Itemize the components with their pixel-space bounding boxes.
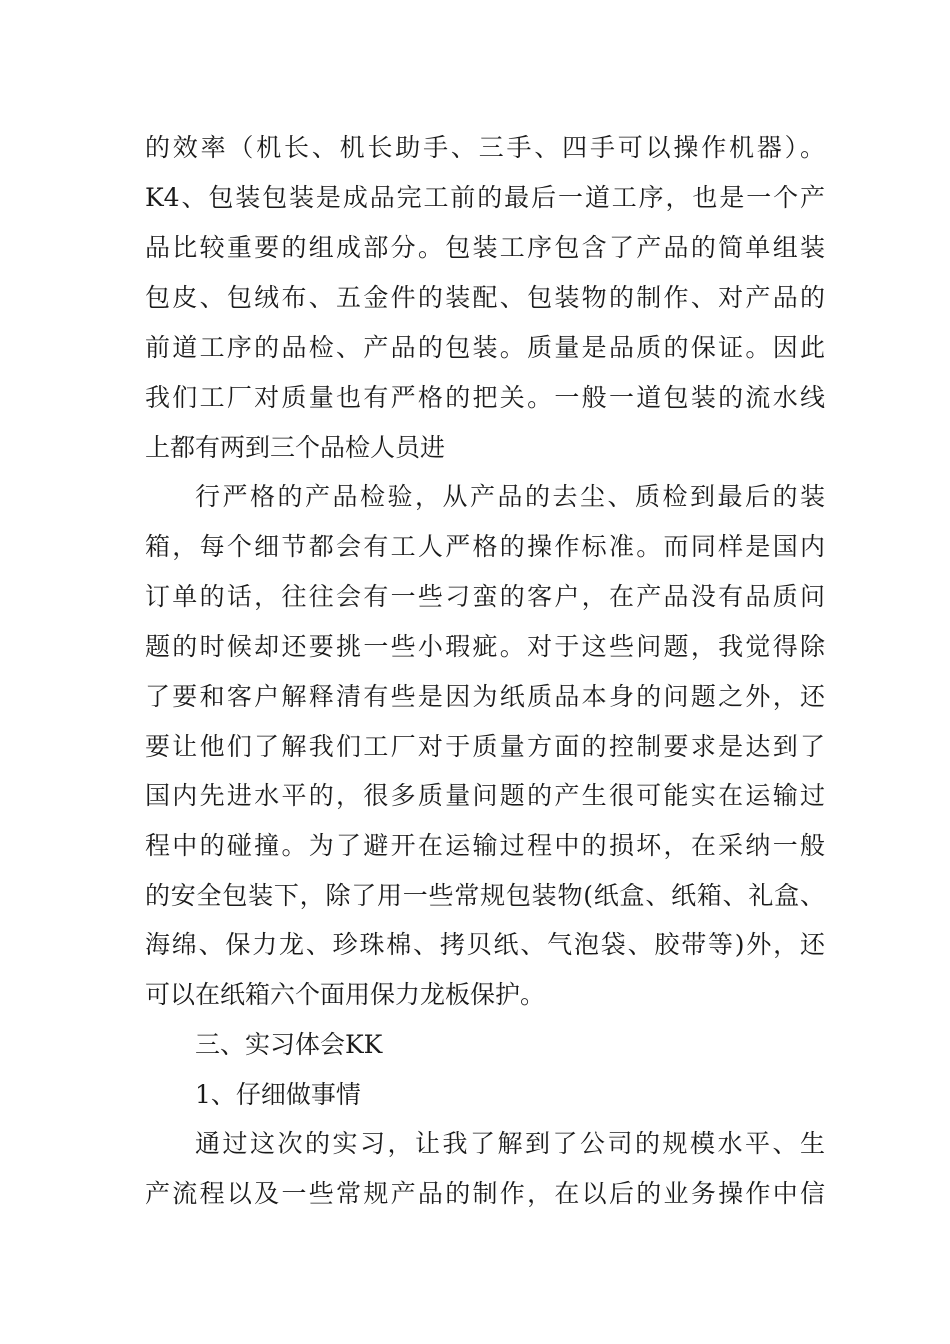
text-line: 的效率（机长、机长助手、三手、四手可以操作机器）。 — [145, 133, 825, 162]
text-line: 了要和客户解释清有些是因为纸质品本身的问题之外，还 — [145, 682, 825, 711]
text-line: 我们工厂对质量也有严格的把关。一般一道包装的流水线 — [145, 383, 825, 412]
text-line: 可以在纸箱六个面用保力龙板保护。 — [145, 980, 546, 1009]
text-line: 产流程以及一些常规产品的制作，在以后的业务操作中信 — [145, 1179, 825, 1208]
text-line: 海绵、保力龙、珍珠棉、拷贝纸、气泡袋、胶带等)外，还 — [145, 930, 825, 959]
text-line: 题的时候却还要挑一些小瑕疵。对于这些问题，我觉得除 — [145, 632, 825, 661]
text-line: 国内先进水平的，很多质量问题的产生很可能实在运输过 — [145, 781, 825, 810]
text-line: 要让他们了解我们工厂对于质量方面的控制要求是达到了 — [145, 732, 825, 761]
text-line: 品比较重要的组成部分。包装工序包含了产品的简单组装 — [145, 233, 825, 262]
paragraph-first-line: 行严格的产品检验，从产品的去尘、质检到最后的装 — [195, 482, 825, 511]
text-line: 前道工序的品检、产品的包装。质量是品质的保证。因此 — [145, 333, 825, 362]
text-line: 程中的碰撞。为了避开在运输过程中的损坏，在采纳一般 — [145, 831, 825, 860]
text-line: K4、包装包装是成品完工前的最后一道工序，也是一个产 — [145, 183, 825, 212]
section-heading: 三、实习体会KK — [195, 1030, 383, 1059]
text-line: 的安全包装下，除了用一些常规包装物(纸盒、纸箱、礼盒、 — [145, 881, 825, 910]
subsection-heading: 1、仔细做事情 — [195, 1080, 361, 1109]
paragraph-first-line: 通过这次的实习，让我了解到了公司的规模水平、生 — [195, 1129, 825, 1158]
text-line: 包皮、包绒布、五金件的装配、包装物的制作、对产品的 — [145, 283, 825, 312]
text-line: 箱，每个细节都会有工人严格的操作标准。而同样是国内 — [145, 532, 825, 561]
text-line: 上都有两到三个品检人员进 — [145, 433, 446, 462]
text-line: 订单的话，往往会有一些刁蛮的客户，在产品没有品质问 — [145, 582, 825, 611]
